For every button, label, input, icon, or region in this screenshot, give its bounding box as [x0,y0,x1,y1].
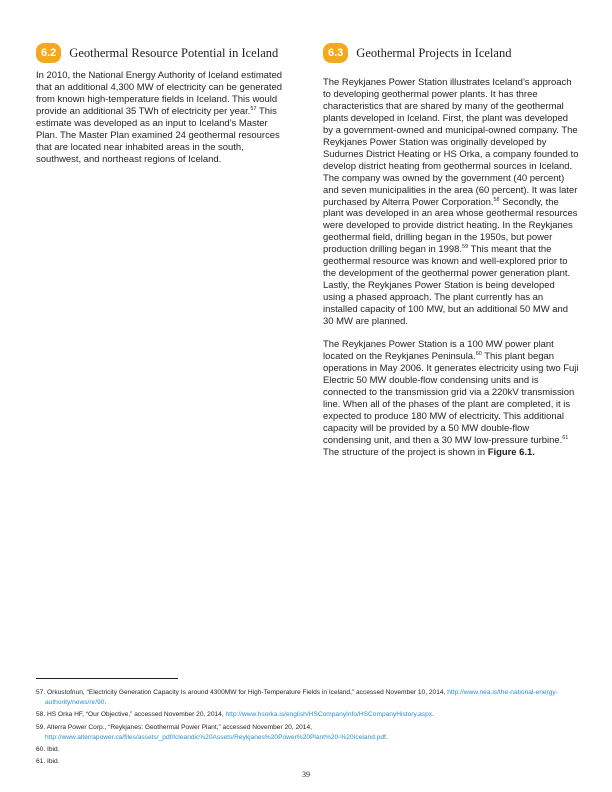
section-heading-6-2 [36,42,286,64]
figure-reference[interactable]: Figure 6.1. [487,446,535,458]
left-column [36,42,286,177]
section-number-badge: 6.3 [323,43,348,63]
footnote-link[interactable]: http://www.alterrapower.ca/files/assets/_pdf/Icleandic%20Assets/Reykjanes%20Power%20Plant%20-%20Iceland.pdf [45,733,386,741]
section-heading-6-3 [323,42,579,64]
footnote-link[interactable]: http://www.nea.is/the-national-energy-authority/news/nr/90 [45,689,558,707]
footnote: 59. Alterra Power Corp., “Reykjanes: Geothermal Power Plant,” accessed November 20, 2014, http://www.alterrapower.ca/files/assets/_pdf/Icleandic%20Assets/Reykjanes%20Power%20Plant%20-%20Iceland.pdf. [36,723,388,741]
section-title: Geothermal Projects in Iceland [356,45,512,60]
footnote-ref[interactable]: 61 [562,434,569,441]
footnote: 58. HS Orka HF, “Our Objective,” accessed November 20, 2014, http://www.hsorka.is/english/HSCompanyInfo/HSCompanyHistory.aspx. [36,711,434,719]
footnote: 57. Orkustofnun, “Electricity Generation Capacity Is around 4300MW for High-Temperature Fields in Iceland,” accessed November 10, 2014, http://www.nea.is/the-national-energy-authority/news/nr/90. [36,689,558,707]
footnote-ref[interactable]: 60 [475,350,482,357]
section-number-badge: 6.2 [36,43,61,63]
footnote-separator [36,678,178,679]
footnote: 61. Ibid. [36,758,60,766]
footnote: 60. Ibid. [36,746,60,754]
footnote-ref[interactable]: 57 [250,105,257,112]
page-number: 39 [302,770,310,779]
footnote-ref[interactable]: 59 [462,244,469,251]
footnote-ref[interactable]: 58 [493,196,500,203]
footnote-link[interactable]: http://www.hsorka.is/english/HSCompanyInfo/HSCompanyHistory.aspx [225,711,433,719]
section-title: Geothermal Resource Potential in Iceland [69,45,279,60]
right-column [323,42,579,470]
footnotes [36,688,592,769]
paragraph: The Reykjanes Power Station is a 100 MW power plant located on the Reykjanes Peninsula.$^{60}$ This plant began operations in May 2006. It generates electricity using two Fuji Electric 50 MW double-flow condensing units and is connected to the transmission grid via a 220kV transmission line. When all of the phases of the plant are completed, it is expected to produce 180 MW of electricity. This additional capacity will be provided by a 50 MW double-flow condensing unit, and then a 30 MW low-pressure turbine.$^{61}$ The structure of the project is shown in Figure 6.1. [323,339,579,458]
paragraph: In 2010, the National Energy Authority of Iceland estimated that an additional 4,300 MW of electricity can be generated from known high-temperature fields in Iceland. This would provide an additional 35 TWh of electricity per year.$^{57}$ This estimate was developed as an input to Iceland’s Master Plan. The Master Plan examined 24 geothermal resources that are located near inhabited areas in the south, southwest, and northeast regions of Iceland. [36,70,283,165]
paragraph: The Reykjanes Power Station illustrates Iceland’s approach to developing geothermal power plants. It has three characteristics that are shared by many of the geothermal plants developed in Iceland. First, the plant was developed by a government-owned and municipal-owned company. The Reykjanes Power Station was originally developed by Sudurnes District Heating or HS Orka, a company founded to develop district heating from geothermal sources in Iceland. The company was owned by the government (40 percent) and seven municipalities in the area (60 percent). It was later purchased by Alterra Power Corporation.$^{58}$ Secondly, the plant was developed in an area whose geothermal resources were developed to provide district heating. In the Reykjanes geothermal field, drilling began in the 1950s, but power production drilling began in 1998.59 This meant that the geothermal resource was known and well-explored prior to the development of the geothermal power generation plant. Lastly, the Reykjanes Power Station is being developed using a phased approach. The plant currently has an installed capacity of 100 MW, but an additional 50 MW and 30 MW are planned. [323,77,579,328]
